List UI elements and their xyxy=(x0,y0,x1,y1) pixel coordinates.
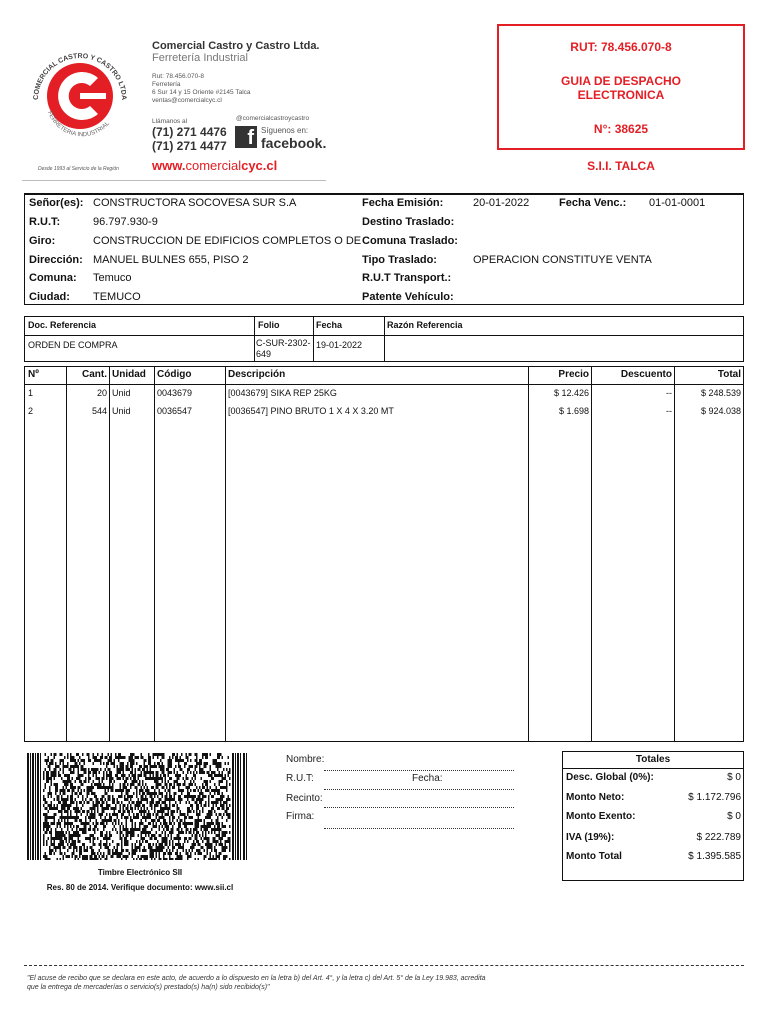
firma-line[interactable] xyxy=(324,828,514,829)
nombre-label: Nombre: xyxy=(286,754,325,765)
col-header-descuento: Descuento xyxy=(620,369,672,380)
total-value: $ 0 xyxy=(727,811,741,822)
follow-label: Síguenos en: xyxy=(261,126,309,135)
company-subtitle: Ferretería Industrial xyxy=(152,52,248,64)
ref-folio-value xyxy=(256,338,311,360)
rut-transport-label: R.U.T Transport.: xyxy=(362,272,452,284)
document-id-box xyxy=(497,24,745,150)
item-total: $ 248.539 xyxy=(700,388,741,398)
item-descripcion: [0043679] SIKA REP 25KG xyxy=(228,388,337,398)
firma-label: Firma: xyxy=(286,811,315,822)
item-precio: $ 12.426 xyxy=(553,388,589,398)
direccion-label: Dirección: xyxy=(29,254,83,266)
company-email: ventas@comercialcyc.cl xyxy=(152,97,222,104)
timbre-label: Timbre Electrónico SII xyxy=(97,868,183,877)
patente-label: Patente Vehículo: xyxy=(362,291,454,303)
total-label: IVA (19%): xyxy=(566,832,615,843)
recinto-line[interactable] xyxy=(324,807,514,808)
totals-box xyxy=(562,751,744,881)
items-col-line xyxy=(528,367,529,741)
giro-label: Giro: xyxy=(29,235,56,247)
total-label: Desc. Global (0%): xyxy=(566,772,654,783)
header-divider xyxy=(22,180,326,181)
fecha-reception-label: Fecha: xyxy=(412,773,443,784)
total-value: $ 1.172.796 xyxy=(688,792,741,803)
item-codigo: 0036547 xyxy=(157,406,193,416)
items-header-divider xyxy=(25,384,743,385)
items-col-line xyxy=(66,367,67,741)
sii-office: S.I.I. TALCA xyxy=(587,159,655,173)
items-col-line xyxy=(674,367,675,741)
logo-bar xyxy=(80,93,106,99)
document-type xyxy=(499,74,743,102)
items-col-line xyxy=(154,367,155,741)
ref-folio-line-2: 649 xyxy=(256,349,272,359)
total-value: $ 222.789 xyxy=(696,832,741,843)
direccion-value: MANUEL BULNES 655, PISO 2 xyxy=(93,254,249,266)
comuna-traslado-label: Comuna Traslado: xyxy=(362,235,458,247)
item-total: $ 924.038 xyxy=(700,406,741,416)
client-rut-value: 96.797.930-9 xyxy=(93,216,158,228)
company-address: 6 Sur 14 y 15 Oriente #2145 Talca xyxy=(152,89,251,96)
ciudad-label: Ciudad: xyxy=(29,291,70,303)
col-header-precio: Precio xyxy=(558,369,589,380)
facebook-wordmark: facebook. xyxy=(261,135,327,151)
website-mid: comercial xyxy=(185,158,242,173)
ref-header-folio: Folio xyxy=(258,320,280,330)
document-type-line-1: GUIA DE DESPACHO xyxy=(560,74,681,88)
website-prefix: www. xyxy=(152,158,186,173)
item-descuento: -- xyxy=(666,406,672,416)
giro-value: CONSTRUCCION DE EDIFICIOS COMPLETOS O DE xyxy=(93,235,362,247)
item-unidad: Unid xyxy=(112,406,131,416)
items-col-line xyxy=(109,367,110,741)
logo-bottom-text: FERRETERIA INDUSTRIAL xyxy=(46,110,111,139)
total-value: $ 1.395.585 xyxy=(688,851,741,862)
ref-fecha-value: 19-01-2022 xyxy=(316,340,363,350)
fecha-venc-value: 01-01-0001 xyxy=(649,197,706,209)
item-cant: 544 xyxy=(91,406,107,416)
company-website xyxy=(152,158,277,173)
issuer-rut: RUT: 78.456.070-8 xyxy=(570,40,672,54)
nombre-line[interactable] xyxy=(324,770,514,771)
company-rut: Rut: 78.456.070-8 xyxy=(152,73,205,80)
rut-line[interactable] xyxy=(324,789,514,790)
items-table xyxy=(24,366,744,742)
col-header-total: Total xyxy=(717,369,741,380)
document-folio: N°: 38625 xyxy=(593,122,649,136)
legal-notice: "El acuse de recibo que se declara en este acto, de acuerdo a lo dispuesto en la letra b) del Art. 4°, y la letra c) del Art. 5° de la Ley 19.983, acredita que la entrega de mercaderías o servicio(s) prestado(s) ha(n) sido recibido(s)" xyxy=(27,975,486,991)
fecha-emision-label: Fecha Emisión: xyxy=(362,197,444,209)
destino-traslado-label: Destino Traslado: xyxy=(362,216,455,228)
fecha-venc-label: Fecha Venc.: xyxy=(559,197,627,209)
items-col-line xyxy=(591,367,592,741)
item-num: 1 xyxy=(28,388,34,398)
ref-doc-value: ORDEN DE COMPRA xyxy=(28,340,118,350)
col-header-codigo: Código xyxy=(157,369,192,380)
company-info xyxy=(152,73,251,105)
ref-col-line xyxy=(254,317,255,361)
senores-value: CONSTRUCTORA SOCOVESA SUR S.A xyxy=(93,197,297,209)
tipo-traslado-label: Tipo Traslado: xyxy=(362,254,437,266)
item-descuento: -- xyxy=(666,388,672,398)
recinto-label: Recinto: xyxy=(286,793,323,804)
item-num: 2 xyxy=(28,406,34,416)
col-header-descripcion: Descripción xyxy=(228,369,286,380)
item-codigo: 0043679 xyxy=(157,388,193,398)
references-table xyxy=(24,316,744,362)
company-slogan: Desde 1993 al Servicio de la Región xyxy=(38,166,119,172)
client-rut-label: R.U.T: xyxy=(29,216,61,228)
item-descripcion: [0036547] PINO BRUTO 1 X 4 X 3.20 MT xyxy=(228,406,394,416)
ref-header-razon: Razón Referencia xyxy=(387,320,463,330)
call-label: Llámanos al xyxy=(152,118,188,125)
company-giro: Ferretería xyxy=(152,81,181,88)
document-type-line-2: ELECTRONICA xyxy=(577,88,665,102)
company-logo xyxy=(24,38,136,150)
ref-col-line xyxy=(313,317,314,361)
total-label: Monto Neto: xyxy=(566,792,625,803)
senores-label: Señor(es): xyxy=(29,197,84,209)
totals-header: Totales xyxy=(635,754,671,765)
ref-col-line xyxy=(384,317,385,361)
tipo-traslado-value: OPERACION CONSTITUYE VENTA xyxy=(473,254,652,266)
total-label: Monto Total xyxy=(566,851,622,862)
ciudad-value: TEMUCO xyxy=(93,291,141,303)
client-info-box xyxy=(24,193,744,305)
footer-cut-line xyxy=(24,965,744,966)
ref-header-fecha: Fecha xyxy=(316,320,343,330)
item-unidad: Unid xyxy=(112,388,131,398)
social-handle: @comercialcastroycastro xyxy=(236,115,310,122)
facebook-icon: f xyxy=(235,126,257,148)
ref-header-doc: Doc. Referencia xyxy=(28,320,97,330)
company-name: Comercial Castro y Castro Ltda. xyxy=(152,40,320,52)
pdf417-barcode xyxy=(27,753,249,860)
fecha-emision-value: 20-01-2022 xyxy=(473,197,530,209)
total-label: Monto Exento: xyxy=(566,811,636,822)
website-brand: cyc xyxy=(241,158,263,173)
col-header-unidad: Unidad xyxy=(112,369,146,380)
phone-1: (71) 271 4476 xyxy=(152,125,227,139)
item-precio: $ 1.698 xyxy=(558,406,589,416)
logo-ring-text: COMERCIAL CASTRO Y CASTRO LTDA xyxy=(32,52,128,101)
rut-reception-label: R.U.T: xyxy=(286,773,314,784)
totals-divider xyxy=(563,768,743,769)
timbre-resolution: Res. 80 de 2014. Verifique documento: www.sii.cl xyxy=(46,883,234,892)
comuna-label: Comuna: xyxy=(29,272,77,284)
items-col-line xyxy=(225,367,226,741)
total-value: $ 0 xyxy=(727,772,741,783)
comuna-value: Temuco xyxy=(93,272,132,284)
ref-folio-line-1: C-SUR-2302- xyxy=(256,338,311,348)
col-header-cant: Cant. xyxy=(82,369,107,380)
website-suffix: .cl xyxy=(262,158,278,173)
item-cant: 20 xyxy=(96,388,107,398)
barcode-modules xyxy=(27,753,247,860)
phone-2: (71) 271 4477 xyxy=(152,139,227,153)
col-header-num: Nº xyxy=(28,369,39,380)
